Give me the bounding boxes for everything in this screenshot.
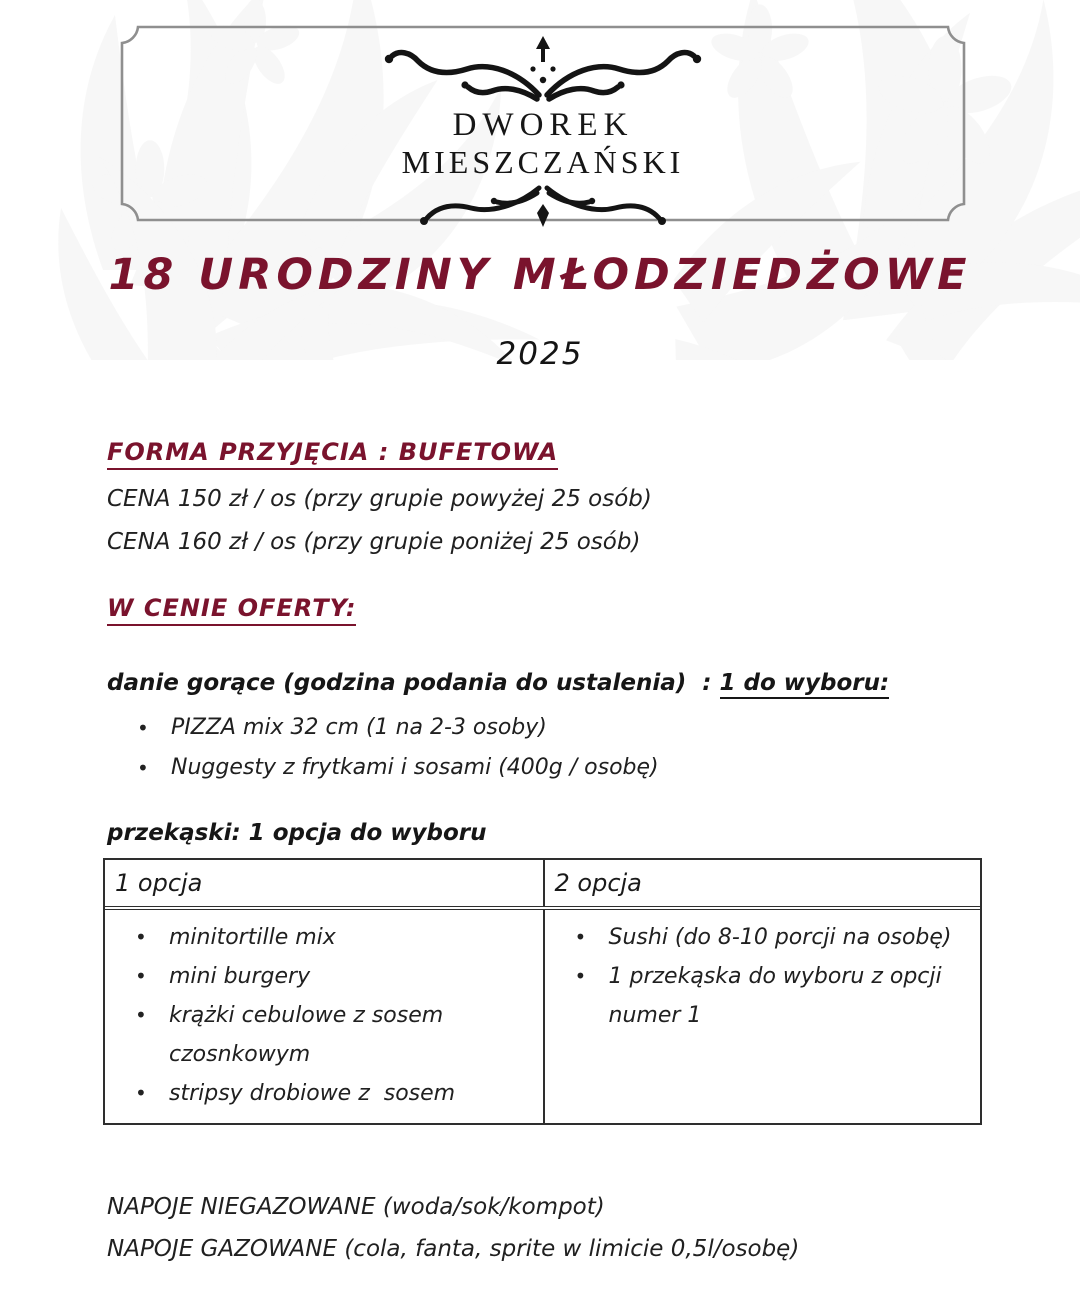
flourish-bottom-icon bbox=[393, 180, 693, 232]
table-body-row bbox=[105, 910, 980, 1123]
table-cell-option1 bbox=[105, 910, 543, 1123]
hot-dish-label: danie gorące (godzina podania do ustalenia) : bbox=[107, 670, 720, 696]
logo-subtitle: MIESZCZAŃSKI bbox=[401, 144, 685, 180]
logo-frame bbox=[120, 25, 966, 222]
drinks-lines bbox=[107, 1186, 799, 1270]
list-item: • Sushi (do 8-10 porcji na osobę) bbox=[545, 918, 975, 957]
hot-dish-heading bbox=[107, 670, 889, 696]
section-heading-oferta bbox=[107, 594, 356, 622]
list-item: • Nuggesty z frytkami i sosami (400g / osobę) bbox=[107, 748, 659, 788]
table-header-cell: 1 opcja bbox=[115, 869, 203, 897]
logo-title: DWOREK bbox=[452, 107, 634, 143]
section-heading-forma bbox=[107, 438, 558, 466]
hot-dish-list bbox=[107, 708, 659, 788]
price-line: CENA 160 zł / os (przy grupie poniżej 25 osób) bbox=[107, 529, 641, 555]
list-item: • stripsy drobiowe z sosem bbox=[105, 1074, 537, 1113]
list-item: • minitortille mix bbox=[105, 918, 537, 957]
table-header-row bbox=[105, 860, 980, 910]
snacks-table bbox=[103, 858, 982, 1125]
price-line: CENA 150 zł / os (przy grupie powyżej 25 osób) bbox=[107, 486, 652, 512]
oferta-heading-text: W CENIE OFERTY: bbox=[107, 594, 356, 626]
table-header-cell: 2 opcja bbox=[543, 860, 981, 906]
price-lines bbox=[107, 478, 652, 564]
table-cell-option2 bbox=[543, 910, 981, 1123]
list-item: • PIZZA mix 32 cm (1 na 2-3 osoby) bbox=[107, 708, 659, 748]
forma-heading-text: FORMA PRZYJĘCIA : BUFETOWA bbox=[107, 438, 558, 470]
drinks-line: NAPOJE NIEGAZOWANE (woda/sok/kompot) bbox=[107, 1194, 605, 1220]
list-item: • mini burgery bbox=[105, 957, 537, 996]
list-item: • krążki cebulowe z sosem czosnkowym bbox=[105, 996, 537, 1074]
list-item: • 1 przekąska do wyboru z opcji numer 1 bbox=[545, 957, 975, 1035]
year: 2025 bbox=[496, 336, 584, 372]
drinks-line: NAPOJE GAZOWANE (cola, fanta, sprite w limicie 0,5l/osobę) bbox=[107, 1236, 800, 1262]
flourish-top-icon bbox=[373, 35, 713, 109]
hot-dish-choice-label: 1 do wyboru: bbox=[720, 670, 890, 699]
page-title: 18 URODZINY MŁODZIEDŻOWE bbox=[108, 250, 972, 300]
snacks-heading: przekąski: 1 opcja do wyboru bbox=[107, 820, 487, 846]
